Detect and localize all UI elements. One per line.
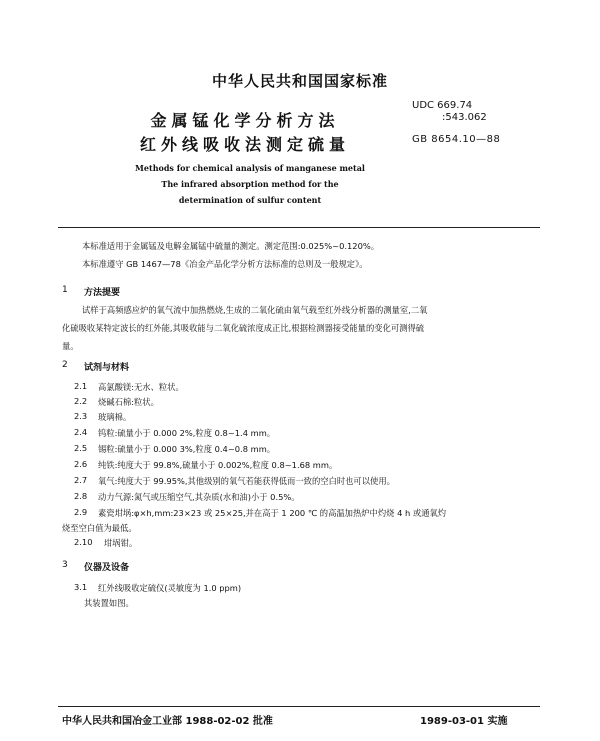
item-2-6-text: 纯铁:纯度大于 99.8%,硫量小于 0.002%,粒度 0.8~1.68 mm。 xyxy=(98,460,338,470)
english-title-line1: Methods for chemical analysis of manganese metal xyxy=(135,163,365,173)
item-2-2-text: 烧碱石棉:粒状。 xyxy=(98,397,159,407)
section3-number: 3 xyxy=(62,560,68,570)
item-2-3-text: 玻璃棉。 xyxy=(98,412,132,422)
item-2-9-text: 素瓷坩埚:φ×h,mm:23×23 或 25×25,并在高于 1 200 ℃ 的高温加热炉中灼烧 4 h 或通氧灼 xyxy=(98,508,447,518)
item-2-7-number: 2.7 xyxy=(74,475,88,485)
item-2-5-text: 锡粒:硫量小于 0.000 3%,粒度 0.4~0.8 mm。 xyxy=(98,444,276,454)
item-2-6-number: 2.6 xyxy=(74,459,88,469)
section1-line3: 量。 xyxy=(62,341,79,351)
item-2-9-continuation: 烧至空白值为最低。 xyxy=(62,523,137,533)
doc-title-line2: 红外线吸收法测定硫量 xyxy=(139,135,350,154)
section1-number: 1 xyxy=(62,285,68,295)
item-2-8-number: 2.8 xyxy=(74,491,88,501)
header-divider xyxy=(58,227,540,228)
item-2-1-number: 2.1 xyxy=(74,381,88,391)
item-3-1-text: 红外线吸收定硫仪(灵敏度为 1.0 ppm) xyxy=(98,583,242,593)
item-3-1-continuation: 其装置如图。 xyxy=(84,598,134,608)
section2-number: 2 xyxy=(62,360,68,370)
item-2-4-number: 2.4 xyxy=(74,427,88,437)
english-title-line2: The infrared absorption method for the xyxy=(161,179,339,189)
gb-code: GB 8654.10—88 xyxy=(412,134,501,145)
item-2-5-number: 2.5 xyxy=(74,443,88,453)
item-2-1-text: 高氯酸镁:无水、粒状。 xyxy=(98,382,184,392)
section3-title: 仪器及设备 xyxy=(84,563,130,573)
item-2-2-number: 2.2 xyxy=(74,396,88,406)
national-standard-heading: 中华人民共和国国家标准 xyxy=(211,72,388,90)
english-title-line3: determination of sulfur content xyxy=(178,195,322,205)
implementation-date: 1989-03-01 实施 xyxy=(420,716,508,727)
item-2-8-text: 动力气源:氮气或压缩空气,其杂质(水和油)小于 0.5%。 xyxy=(98,492,300,502)
item-2-9-number: 2.9 xyxy=(74,507,88,517)
item-2-10-number: 2.10 xyxy=(74,537,93,547)
udc-code-sub: :543.062 xyxy=(442,112,487,123)
udc-code: UDC 669.74 xyxy=(412,100,473,111)
doc-title-line1: 金属锰化学分析方法 xyxy=(150,111,340,130)
intro-line1: 本标准适用于金属锰及电解金属锰中硫量的测定。测定范围:0.025%~0.120%。 xyxy=(82,241,380,251)
section1-line1: 试样于高频感应炉的氧气流中加热燃烧,生成的二氧化硫由氧气载至红外线分析器的测量室,二氧 xyxy=(82,305,428,315)
intro-line2: 本标准遵守 GB 1467—78《冶金产品化学分析方法标准的总则及一般规定》。 xyxy=(82,259,368,269)
section1-line2: 化硫吸收某特定波长的红外能,其吸收能与二氧化硫浓度成正比,根据检测器接受能量的变化可测得硫 xyxy=(62,323,425,333)
footer-divider xyxy=(58,706,540,707)
item-2-3-number: 2.3 xyxy=(74,411,88,421)
item-2-10-text: 坩埚钳。 xyxy=(104,538,138,548)
approval-date: 中华人民共和国冶金工业部 1988-02-02 批准 xyxy=(62,716,273,727)
section2-title: 试剂与材料 xyxy=(84,363,130,373)
item-2-7-text: 氧气:纯度大于 99.95%,其他级别的氧气若能获得低而一致的空白时也可以使用。 xyxy=(98,476,395,486)
item-2-4-text: 钨粒:硫量小于 0.000 2%,粒度 0.8~1.4 mm。 xyxy=(98,428,276,438)
section1-title: 方法提要 xyxy=(84,288,121,298)
item-3-1-number: 3.1 xyxy=(74,582,88,592)
